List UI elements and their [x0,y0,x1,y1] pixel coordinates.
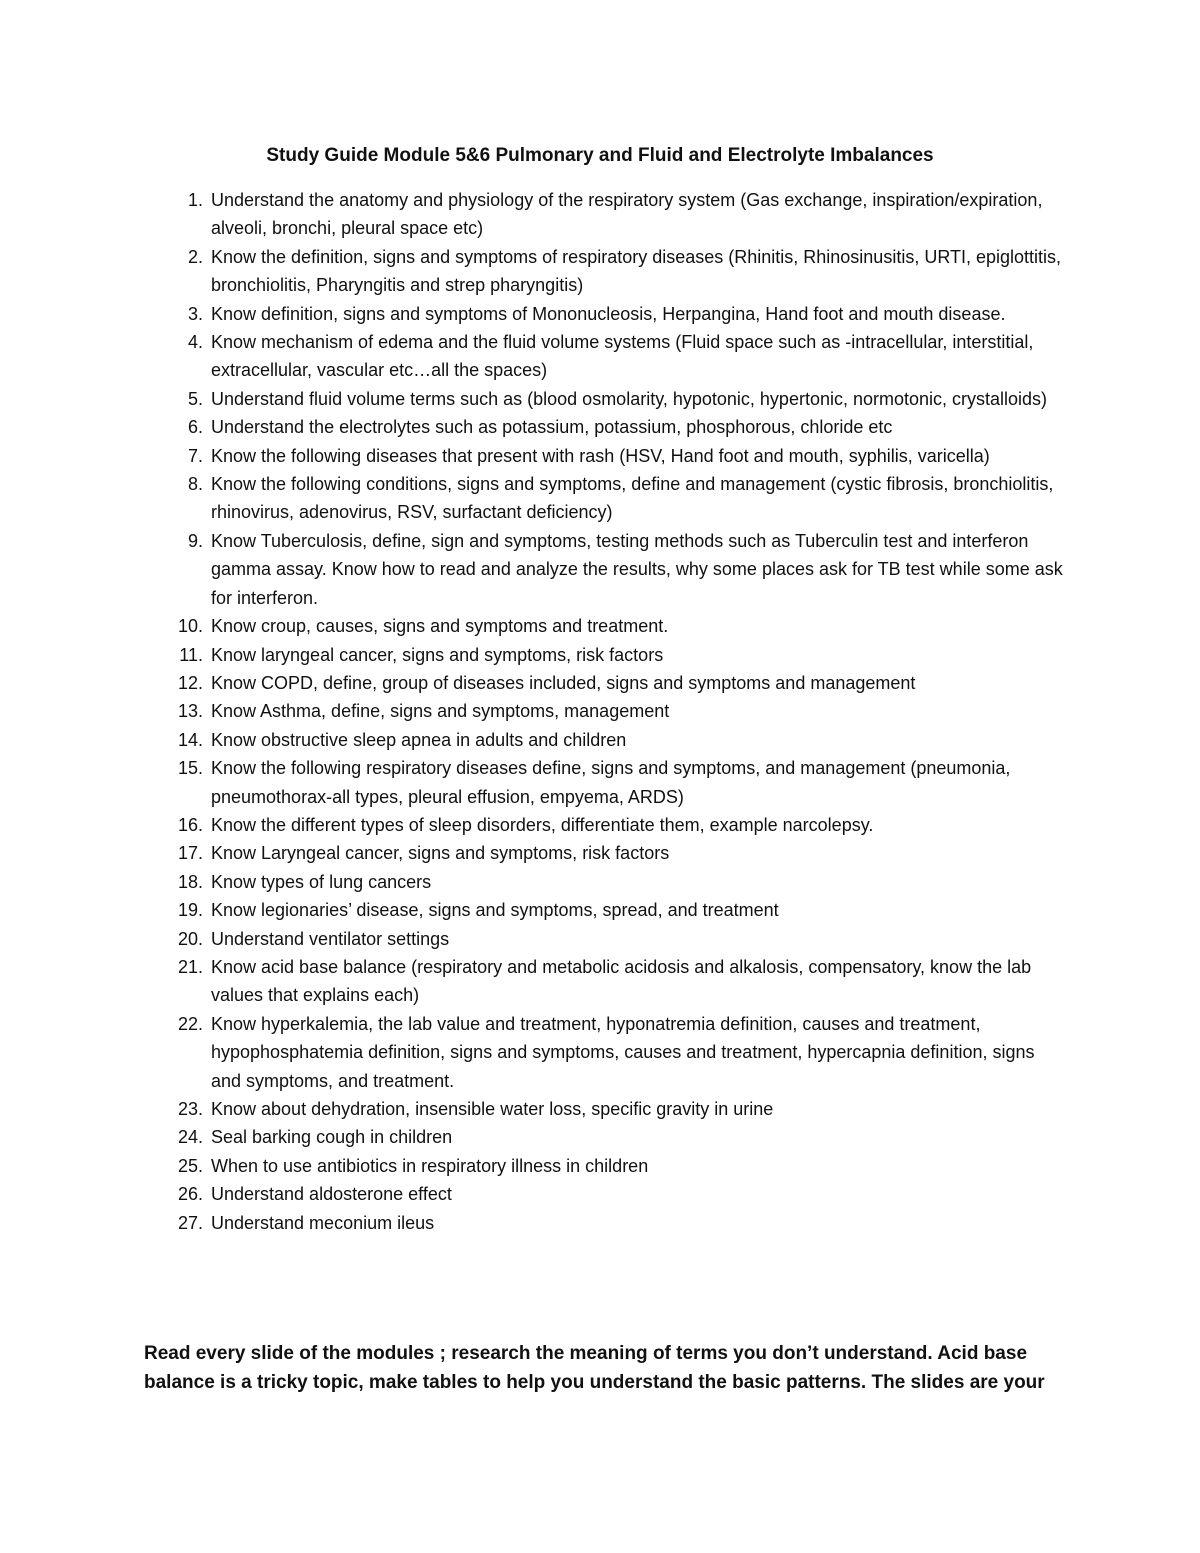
list-item [165,612,1065,640]
list-item [165,1209,1065,1237]
list-item-text: Know Asthma, define, signs and symptoms, management [211,701,670,722]
list-item-text: Seal barking cough in children [211,1127,453,1148]
list-item-text: Know legionaries’ disease, signs and symptoms, spread, and treatment [211,900,779,921]
list-item-number: 5 . [165,385,203,413]
list-item [165,243,1065,300]
list-item [165,1010,1065,1095]
list-item [165,726,1065,754]
list-item-text: Know COPD, define, group of diseases included, signs and symptoms and management [211,672,916,693]
list-item-number: 21 . [165,953,203,981]
list-item-text: Know the following respiratory diseases define, signs and symptoms, and management (pneumonia, pneumothorax-all types, pleural effusion, empyema, ARDS) [211,758,1011,807]
list-item-number: 20 . [165,925,203,953]
list-item-number: 25 . [165,1152,203,1180]
list-item-number: 24 . [165,1123,203,1151]
list-item-number: 11 . [165,641,203,669]
list-item [165,328,1065,385]
list-item-text: Understand aldosterone effect [211,1184,452,1205]
list-item-text: Understand meconium ileus [211,1212,435,1233]
list-item [165,669,1065,697]
list-item [165,641,1065,669]
list-item-text: Know mechanism of edema and the fluid volume systems (Fluid space such as -intracellular, interstitial, extracellular, vascular etc…all the spaces) [211,332,1034,381]
list-item-number: 3 . [165,300,203,328]
closing-note: Read every slide of the modules ; research the meaning of terms you don’t understand. Acid base balance is a tricky topic, make tables to help you understand the basic patterns. The slides are your [144,1343,1045,1393]
list-item-number: 27 . [165,1209,203,1237]
list-item-text: Know obstructive sleep apnea in adults and children [211,729,627,750]
page-title: Study Guide Module 5&6 Pulmonary and Fluid and Electrolyte Imbalances [266,145,934,166]
list-item [165,1095,1065,1123]
list-item-number: 8 . [165,470,203,498]
list-item [165,925,1065,953]
list-item-number: 6 . [165,413,203,441]
list-item-number: 1 . [165,186,203,214]
list-item-text: Know the following diseases that present with rash (HSV, Hand foot and mouth, syphilis, varicella) [211,445,990,466]
list-item-number: 19 . [165,896,203,924]
list-item [165,811,1065,839]
list-item-text: Know about dehydration, insensible water loss, specific gravity in urine [211,1099,774,1119]
list-item-number: 12 . [165,669,203,697]
list-item-number: 10 . [165,612,203,640]
list-item-text: Understand the electrolytes such as potassium, potassium, phosphorous, chloride etc [211,417,893,438]
list-item-text: Know the following conditions, signs and symptoms, define and management (cystic fibrosis, bronchiolitis, rhinovirus, adenovirus, RSV, surfactant deficiency) [211,474,1054,523]
list-item [165,896,1065,924]
list-item-number: 13 . [165,697,203,725]
list-item-text: Know the definition, signs and symptoms of respiratory diseases (Rhinitis, Rhinosinusitis, URTI, epiglottitis, bronchiolitis, Pharyngitis and strep pharyngitis) [211,246,1062,296]
list-item-number: 4 . [165,328,203,356]
list-item [165,1123,1065,1151]
list-item-text: Know definition, signs and symptoms of Mononucleosis, Herpangina, Hand foot and mouth disease. [211,303,1006,324]
list-item [165,300,1065,328]
list-item-text: Know Laryngeal cancer, signs and symptoms, risk factors [211,843,670,864]
list-item [165,868,1065,896]
list-item-number: 18 . [165,868,203,896]
list-item-text: Know hyperkalemia, the lab value and treatment, hyponatremia definition, causes and treatment, hypophosphatemia definition, signs and symptoms, causes and treatment, hypercapnia definition, signs and symptoms, and treatment. [211,1013,1035,1091]
list-item-number: 26 . [165,1180,203,1208]
list-item-number: 23 . [165,1095,203,1123]
list-item [165,1180,1065,1208]
list-item-text: When to use antibiotics in respiratory illness in children [211,1155,649,1176]
list-item [165,385,1065,413]
list-item-number: 22 . [165,1010,203,1038]
list-item-text: Understand ventilator settings [211,928,450,949]
list-item-number: 17 . [165,839,203,867]
list-item-text: Know the different types of sleep disorders, differentiate them, example narcolepsy. [211,814,874,835]
list-item [165,1152,1065,1180]
list-item-text: Understand fluid volume terms such as (blood osmolarity, hypotonic, hypertonic, normotonic, crystalloids) [211,388,1048,409]
list-item [165,527,1065,612]
list-item-text: Know laryngeal cancer, signs and symptoms, risk factors [211,644,664,665]
list-item [165,953,1065,1010]
list-item [165,442,1065,470]
list-item-number: 7 . [165,442,203,470]
list-item-text: Understand the anatomy and physiology of the respiratory system (Gas exchange, inspiration/expiration, alveoli, bronchi, pleural space etc) [211,190,1043,239]
list-item-number: 9 . [165,527,203,555]
list-item-text: Know acid base balance (respiratory and metabolic acidosis and alkalosis, compensatory, know the lab values that explains each) [211,956,1032,1006]
list-item [165,186,1065,243]
list-item-text: Know types of lung cancers [211,871,432,892]
list-item-number: 16 . [165,811,203,839]
list-item [165,470,1065,527]
list-item [165,413,1065,441]
list-item-text: Know Tuberculosis, define, sign and symptoms, testing methods such as Tuberculin test and interferon gamma assay. Know how to read and analyze the results, why some places ask for TB test while some ask for interferon. [211,530,1063,608]
list-item [165,839,1065,867]
list-item-number: 2 . [165,243,203,271]
list-item [165,697,1065,725]
list-item-number: 14 . [165,726,203,754]
list-item [165,754,1065,811]
list-item-number: 15 . [165,754,203,782]
list-item-text: Know croup, causes, signs and symptoms and treatment. [211,616,669,637]
study-item-list [165,186,1065,1237]
